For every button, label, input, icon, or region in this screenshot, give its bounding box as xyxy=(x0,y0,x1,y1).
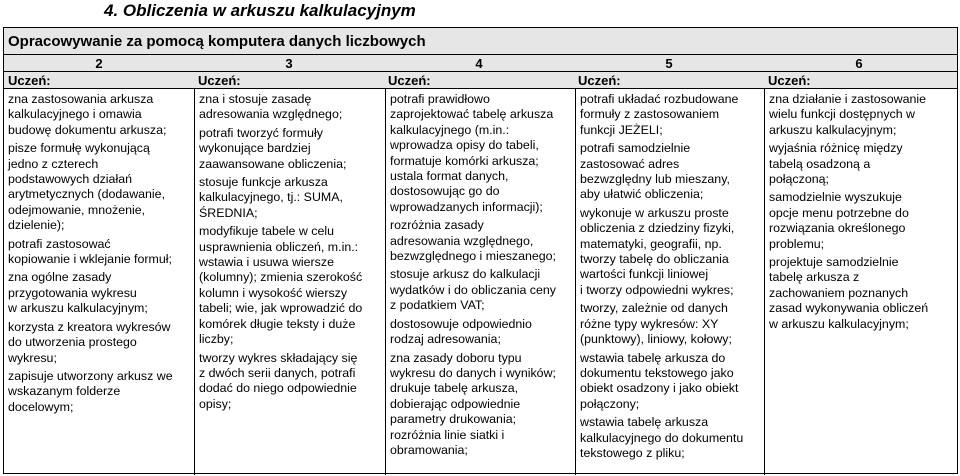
grade-header-row xyxy=(4,55,957,72)
requirement-item: zapisuje utworzony arkusz we wskazanym folderze docelowym; xyxy=(8,368,173,414)
grade-3: 3 xyxy=(285,56,293,71)
grade-5: 5 xyxy=(665,56,673,71)
requirement-item: modyfikuje tabele w celu usprawnienia obliczeń, m.in.: wstawia i usuwa wiersze (kolumny); zmienia szerokość kolumn i wysokość wierszy tabeli; wie, jak wprowadzić do komórek długie teksty i duże liczby; xyxy=(199,224,363,347)
requirements-table xyxy=(3,27,958,474)
student-label: Uczeń: xyxy=(388,73,431,88)
requirements-column-grade-6 xyxy=(765,89,957,475)
grade-4: 4 xyxy=(475,56,483,71)
requirement-item: zna zasady doboru typu wykresu do danych i wyników; drukuje tabelę arkusza, dobierając odpowiednie parametry drukowania; rozróżnia linie siatki i obramowania; xyxy=(390,350,556,457)
requirement-item: wstawia tabelę arkusza kalkulacyjnego do dokumentu tekstowego z pliku; xyxy=(580,415,744,460)
requirement-item: rozróżnia zasady adresowania względnego, bezwzględnego i mieszanego; xyxy=(390,218,557,264)
requirement-item: zna działanie i zastosowanie wielu funkcji dostępnych w arkuszu kalkulacyjnym; xyxy=(769,92,927,137)
requirement-item: potrafi układać rozbudowane formuły z zastosowaniem funkcji JEŻELI; xyxy=(580,92,739,137)
requirement-item: wykonuje w arkuszu proste obliczenia z dziedziny fizyki, matematyki, geografii, np. tworzy tabelę do obliczania wartości funkcji liniowej i tworzy odpowiedni wykres; xyxy=(580,205,735,297)
requirement-item: potrafi zastosować kopiowanie i wklejanie formuł; xyxy=(8,236,172,267)
requirement-item: projektuje samodzielnie tabelę arkusza z zachowaniem poznanych zasad wykonywania obliczeń w arkuszu kalkulacyjnym; xyxy=(769,255,929,331)
requirements-column-grade-3 xyxy=(195,89,385,475)
requirement-item: zna ogólne zasady przygotowania wykresu w arkuszu kalkulacyjnym; xyxy=(8,270,148,316)
requirement-item: dostosowuje odpowiednio rodzaj adresowania; xyxy=(390,316,532,347)
requirement-item: stosuje funkcje arkusza kalkulacyjnego, tj.: SUMA, ŚREDNIA; xyxy=(199,175,343,220)
student-label: Uczeń: xyxy=(578,73,621,88)
requirement-item: wstawia tabelę arkusza do dokumentu tekstowego jako obiekt osadzony i jako obiekt połączony; xyxy=(580,350,739,411)
requirement-item: wyjaśnia różnicę między tabelą osadzoną a połączoną; xyxy=(769,141,903,187)
requirement-item: stosuje arkusz do kalkulacji wydatków i do obliczania ceny z podatkiem VAT; xyxy=(390,267,556,313)
requirement-item: korzysta z kreatora wykresów do utworzenia prostego wykresu; xyxy=(8,319,171,365)
requirements-column-grade-5 xyxy=(576,89,764,475)
requirements-column-grade-2 xyxy=(4,89,194,475)
requirement-item: samodzielnie wyszukuje opcje menu potrzebne do rozwiązania określonego problemu; xyxy=(769,190,909,251)
requirement-item: potrafi tworzyć formuły wykonujące bardziej zaawansowane obliczenia; xyxy=(199,125,347,171)
student-label: Uczeń: xyxy=(8,73,51,88)
grade-6: 6 xyxy=(855,56,863,71)
requirement-item: tworzy wykres składający się z dwóch serii danych, potrafi dodać do niego odpowiednie opisy; xyxy=(199,350,358,411)
requirement-item: tworzy, zależnie od danych różne typy wykresów: XY (punktowy), liniowy, kołowy; xyxy=(580,301,732,347)
requirement-item: pisze formułę wykonującą jedno z czterech podstawowych działań arytmetycznych (dodawanie, odejmowanie, mnożenie, dzielenie); xyxy=(8,141,166,233)
requirement-item: zna i stosuje zasadę adresowania względnego; xyxy=(199,92,343,122)
student-label: Uczeń: xyxy=(198,73,241,88)
student-label: Uczeń: xyxy=(768,73,811,88)
requirement-item: potrafi prawidłowo zaprojektować tabelę arkusza kalkulacyjnego (m.in.: wprowadza opisy do tabeli, formatuje komórki arkusza; ustala format danych, dostosowując go do wprowadzanych informacji); xyxy=(390,92,554,214)
requirement-item: potrafi samodzielnie zastosować adres bezwzględny lub mieszany, aby ułatwić obliczenia; xyxy=(580,141,730,202)
grade-2: 2 xyxy=(95,56,103,71)
section-title: Opracowywanie za pomocą komputera danych liczbowych xyxy=(4,28,957,55)
chapter-heading: 4. Obliczenia w arkuszu kalkulacyjnym xyxy=(104,1,416,20)
requirements-column-grade-4 xyxy=(386,89,575,475)
requirement-item: zna zastosowania arkusza kalkulacyjnego i omawia budowę dokumentu arkusza; xyxy=(8,92,167,137)
student-header-row xyxy=(4,72,957,89)
